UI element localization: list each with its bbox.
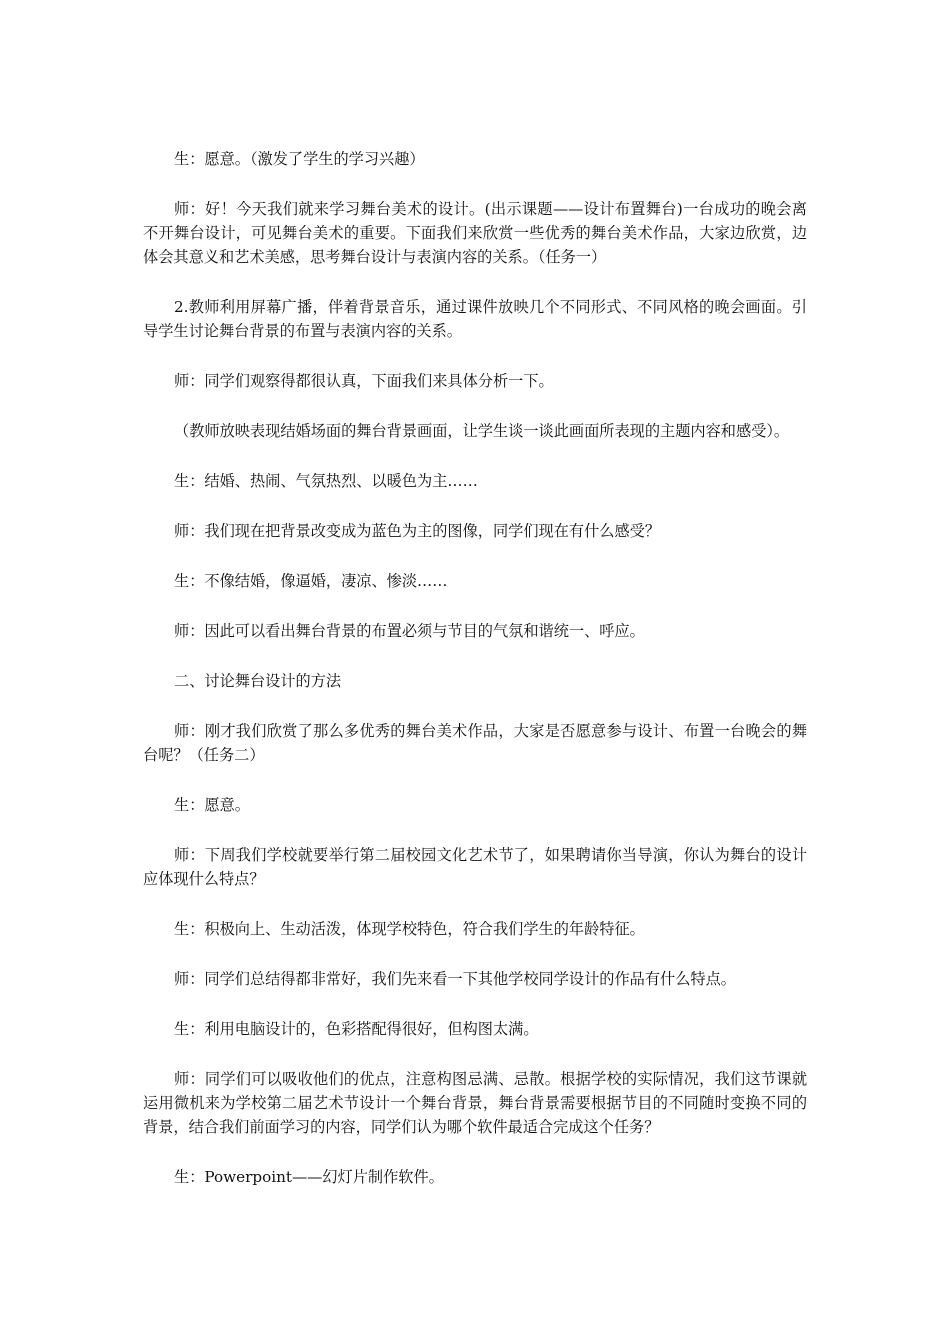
paragraph: 师：同学们可以吸收他们的优点，注意构图忌满、忌散。根据学校的实际情况，我们这节课就运用微机来为学校第二届艺术节设计一个舞台背景，舞台背景需要根据节目的不同随时变换不同的背景，结合我们前面学习的内容，同学们认为哪个软件最适合完成这个任务？ [143, 1070, 807, 1136]
paragraph: 师：刚才我们欣赏了那么多优秀的舞台美术作品，大家是否愿意参与设计、布置一台晚会的舞台呢？（任务二） [143, 722, 807, 764]
paragraph: 生：Powerpoint——幻灯片制作软件。 [174, 1168, 444, 1186]
paragraph: 师：同学们观察得都很认真，下面我们来具体分析一下。 [174, 372, 554, 390]
section-heading: 二、讨论舞台设计的方法 [174, 672, 342, 690]
paragraph: 生：不像结婚，像逼婚，凄凉、惨淡…… [174, 572, 448, 590]
paragraph: 师：下周我们学校就要举行第二届校园文化艺术节了，如果聘请你当导演，你认为舞台的设计应体现什么特点？ [143, 846, 807, 888]
paragraph: 师：同学们总结得都非常好，我们先来看一下其他学校同学设计的作品有什么特点。 [174, 970, 736, 988]
paragraph: 师：好！今天我们就来学习舞台美术的设计。(出示课题——设计布置舞台)一台成功的晚会离不开舞台设计，可见舞台美术的重要。下面我们来欣赏一些优秀的舞台美术作品，大家边欣赏，边体会其意义和艺术美感，思考舞台设计与表演内容的关系。（任务一） [143, 200, 807, 266]
paragraph: 师：因此可以看出舞台背景的布置必须与节目的气氛和谐统一、呼应。 [174, 622, 645, 640]
paragraph: 生：愿意。 [174, 796, 250, 814]
document-body [143, 147, 807, 1215]
paragraph: 生：结婚、热闹、气氛热烈、以暖色为主…… [174, 472, 478, 490]
paragraph: 2.教师利用屏幕广播，伴着背景音乐，通过课件放映几个不同形式、不同风格的晚会画面。引导学生讨论舞台背景的布置与表演内容的关系。 [143, 298, 807, 340]
paragraph: （教师放映表现结婚场面的舞台背景画面，让学生谈一谈此画面所表现的主题内容和感受）。 [174, 422, 790, 440]
paragraph: 生：利用电脑设计的，色彩搭配得很好，但构图太满。 [174, 1020, 539, 1038]
paragraph: 师：我们现在把背景改变成为蓝色为主的图像，同学们现在有什么感受？ [174, 522, 660, 540]
paragraph: 生：积极向上、生动活泼，体现学校特色，符合我们学生的年龄特征。 [174, 920, 645, 938]
paragraph: 生：愿意。（激发了学生的学习兴趣） [174, 150, 425, 168]
